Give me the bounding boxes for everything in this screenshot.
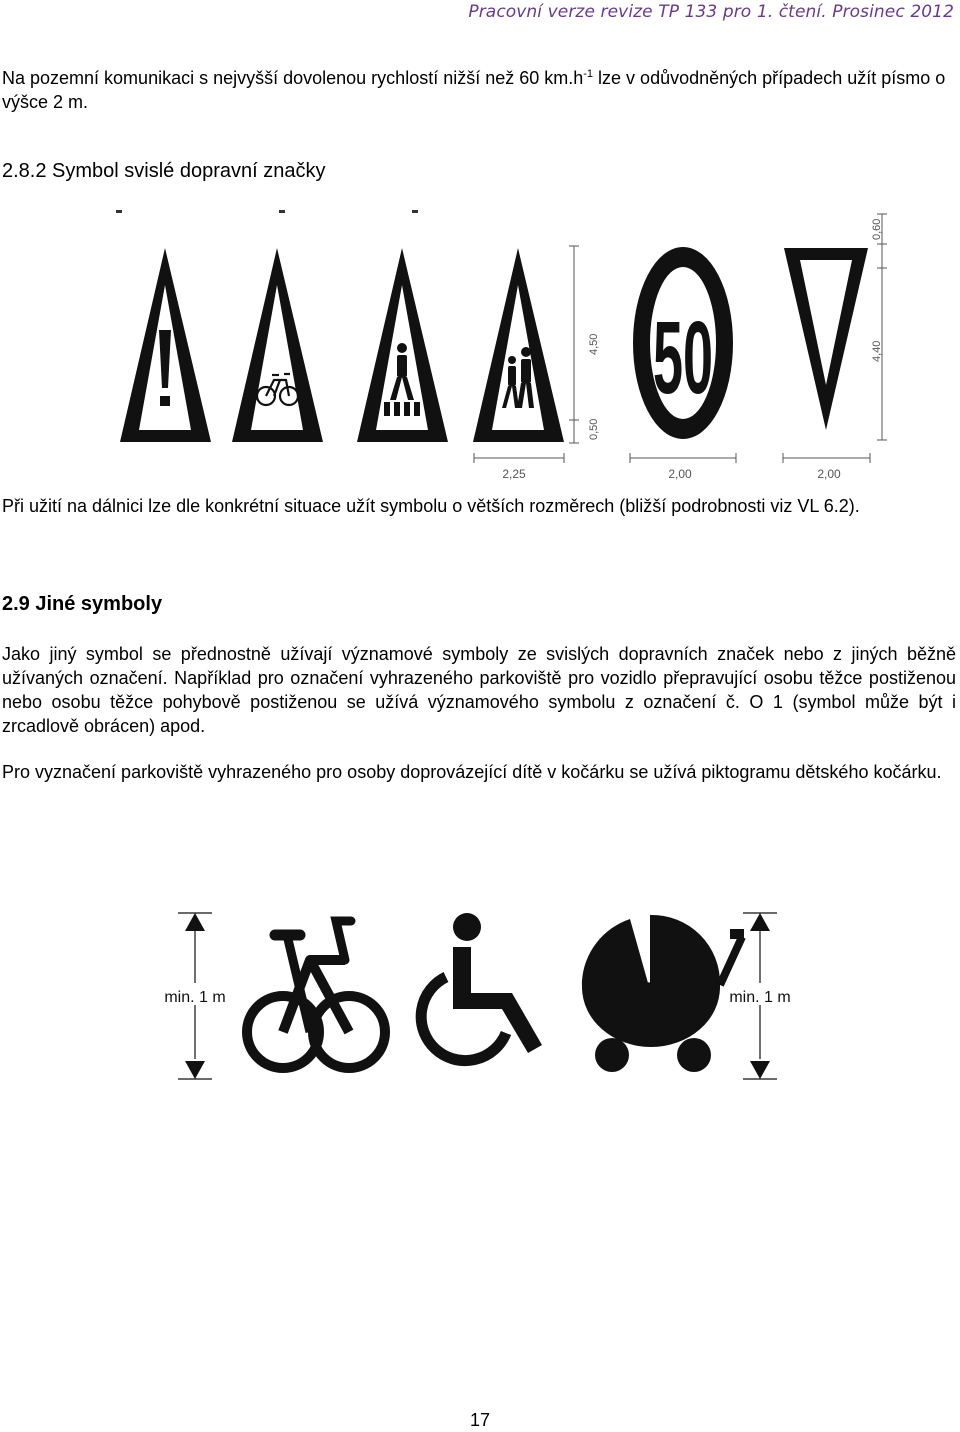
signs-figure [100, 200, 900, 490]
speed-limit-sign [633, 247, 733, 439]
pictograms-figure [150, 905, 810, 1090]
other-symbols-paragraph: Jako jiný symbol se přednostně užívají významové symboly ze svislých dopravních značek nebo z jiných běžně užívaných označení. Například pro označení vyhrazeného parkoviště pro vozidlo přepravující osobu těžce postiženou nebo osobu těžce pohybově postiženou se užívá významového symbolu z označení č. O 1 (symbol může být i zrcadlově obrácen) apod. [2, 644, 956, 736]
width-dimensions [474, 453, 870, 463]
intro-paragraph: Na pozemní komunikaci s nejvyšší dovolenou rychlostí nižší než 60 $km.h^{-1}$ lze v odůvodněných případech užít písmo o výšce 2 m. [2, 68, 946, 112]
right-dim-label: min. 1 m [729, 989, 791, 1006]
page-number: 17 [469, 1410, 491, 1430]
dim-200-b: 2,00 [817, 467, 841, 481]
speed-limit-icon: 50 [652, 301, 714, 416]
dim-050: 0,50 [588, 418, 600, 440]
section-2-9-title: 2.9 Jiné symboly [2, 593, 163, 615]
bicycle-pictogram-icon [247, 921, 385, 1068]
dim-200-a: 2,00 [668, 467, 692, 481]
warning-sign-pedestrian-crossing [357, 248, 448, 442]
dim-060: 0,60 [871, 218, 883, 240]
give-way-sign [784, 248, 868, 430]
dim-450: 4,50 [588, 333, 600, 355]
top-marks [116, 210, 418, 213]
warning-sign-children [473, 248, 564, 442]
stroller-paragraph: Pro vyznačení parkoviště vyhrazeného pro osoby doprovázející dítě v kočárku se užívá piktogramu dětského kočárku. [2, 762, 942, 782]
dim-440: 4,40 [871, 340, 883, 362]
warning-sign-exclamation [120, 248, 211, 442]
dim-225: 2,25 [502, 467, 526, 481]
motorway-note: Při užití na dálnici lze dle konkrétní situace užít symbolu o větších rozměrech (bližší podrobnosti viz VL 6.2). [2, 496, 860, 516]
stroller-pictogram-icon [582, 915, 744, 1072]
page-header: Pracovní verze revize TP 133 pro 1. čtení. Prosinec 2012 [468, 2, 954, 22]
wheelchair-pictogram-icon [421, 913, 542, 1061]
give-way-dimension [877, 214, 887, 440]
left-dim-label: min. 1 m [164, 989, 226, 1006]
triangle-height-dimension [569, 246, 579, 443]
warning-sign-bicycle [232, 248, 323, 442]
section-2-8-2-title: 2.8.2 Symbol svislé dopravní značky [2, 160, 326, 182]
